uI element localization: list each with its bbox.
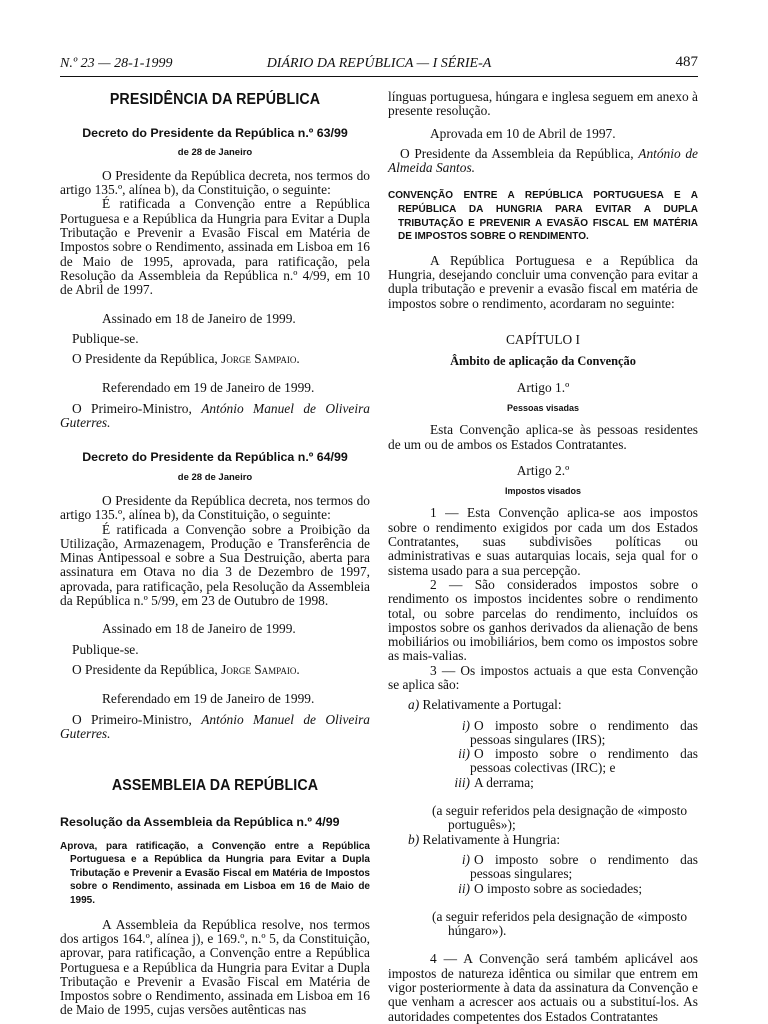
article-2-label: Artigo 2.º xyxy=(516,462,570,478)
resolution-continued: línguas portuguesa, húngara e inglesa seguem em anexo à presente resolução. xyxy=(388,89,698,119)
page-number: 487 xyxy=(675,54,698,70)
decree-64-title: Decreto do Presidente da República n.º 64/99 xyxy=(82,450,348,465)
decree-64-body: O Presidente da República decreta, nos termos do artigo 135.º, alínea b), da Constituição, o seguinte: xyxy=(60,492,370,523)
decree-63-publique: Publique-se. xyxy=(72,330,139,346)
decree-63-date: de 28 de Janeiro xyxy=(177,146,253,158)
item-a-note: (a seguir referidos pela designação de «imposto português»); xyxy=(432,803,688,833)
decree-63-pm: O Primeiro-Ministro, António Manuel de Oliveira Guterres. xyxy=(60,400,370,431)
section-assembleia: ASSEMBLEIA DA REPÚBLICA xyxy=(111,777,319,795)
decree-63-title: Decreto do Presidente da República n.º 63/99 xyxy=(82,126,348,141)
item-a: a) Relativamente a Portugal: xyxy=(408,697,562,713)
issue-number: N.º 23 — 28-1-1999 xyxy=(60,56,173,71)
item-b: b) Relativamente à Hungria: xyxy=(408,831,561,847)
item-a-list xyxy=(388,719,698,790)
article-1-label: Artigo 1.º xyxy=(516,379,570,395)
article-2-subtitle: Impostos visados xyxy=(504,486,582,497)
decree-64-date: de 28 de Janeiro xyxy=(177,471,253,483)
decree-63-ratifica: É ratificada a Convenção entre a República Portuguesa e a República da Hungria para Evitar a Dupla Tributação e Prevenir a Evasão Fiscal em Matéria de Impostos sobre o Rendimento, assinada em Lisboa em 16 de Maio de 1995, aprovada, para ratificação, pela Resolução da Assembleia da República n.º 4/99, em 10 de Abril de 1997. xyxy=(60,196,370,298)
article-2-p3: 3 — Os impostos actuais a que esta Convenção se aplica são: xyxy=(388,662,698,692)
decree-64-presidente-name: Jorge Sampaio. xyxy=(221,661,300,677)
article-1-text: Esta Convenção aplica-se às pessoas residentes de um ou de ambos os Estados Contratantes. xyxy=(388,422,698,452)
assembleia-presidente: O Presidente da Assembleia da República, António de Almeida Santos. xyxy=(388,145,698,176)
item-b-list xyxy=(388,853,698,896)
decree-64-presidente: O Presidente da República, Jorge Sampaio. xyxy=(72,661,300,677)
decree-63-pm-name: António Manuel de Oliveira Guterres. xyxy=(60,400,370,431)
decree-64-pm: O Primeiro-Ministro, António Manuel de Oliveira Guterres. xyxy=(60,711,370,741)
item-a-iii: iii) A derrama; xyxy=(454,774,534,790)
item-a-i: i) O imposto sobre o rendimento das pessoas singulares (IRS); xyxy=(461,717,698,747)
decree-63-body: O Presidente da República decreta, nos termos do artigo 135.º, alínea b), da Constituição, o seguinte: xyxy=(60,167,370,198)
decree-64-pm-name: António Manuel de Oliveira Guterres. xyxy=(60,711,370,741)
page-header xyxy=(60,56,698,76)
article-2-p4: 4 — A Convenção será também aplicável aos impostos de natureza idêntica ou similar que entrem em vigor posteriormente à data da assinatura da Convenção e que venham a acrescer aos actuais ou a substituí-los. As autoridades competentes dos Estados Contratantes xyxy=(388,951,698,1024)
convention-title: CONVENÇÃO ENTRE A REPÚBLICA PORTUGUESA E A REPÚBLICA DA HUNGRIA PARA EVITAR A DUPLA TRIBUTAÇÃO E PREVENIR A EVASÃO FISCAL EM MATÉRIA DE IMPOSTOS SOBRE O RENDIMENTO. xyxy=(388,190,698,243)
chapter-title: Âmbito de aplicação da Convenção xyxy=(450,354,636,369)
header-rule xyxy=(60,76,698,77)
resolution-body: A Assembleia da República resolve, nos termos dos artigos 164.º, alínea j), e 169.º, n.º 5, da Constituição, aprovar, para ratificação, a Convenção entre a República Portuguesa e a República da Hungria para Evitar a Dupla Tributação e Prevenir a Evasão Fiscal em Matéria de Impostos sobre o Rendimento, assinada em Lisboa em 16 de Maio de 1995, cujas versões autênticas nas xyxy=(60,916,370,1018)
left-column xyxy=(60,90,370,1018)
resolution-title: Resolução da Assembleia da República n.º 4/99 xyxy=(60,815,340,830)
resolution-aprovada: Aprovada em 10 de Abril de 1997. xyxy=(430,125,616,141)
decree-64-assinado: Assinado em 18 de Janeiro de 1999. xyxy=(102,621,296,637)
right-column xyxy=(388,90,698,1024)
convention-preamble: A República Portuguesa e a República da Hungria, desejando concluir uma convenção para evitar a dupla tributação e prevenir a evasão fiscal em matéria de impostos sobre o rendimento, acordaram no seguinte: xyxy=(388,252,698,311)
article-1-subtitle: Pessoas visadas xyxy=(506,402,580,413)
resolution-summary: Aprova, para ratificação, a Convenção entre a República Portuguesa e a República da Hungria para Evitar a Dupla Tributação e Prevenir a Evasão Fiscal em Matéria de Impostos sobre o Rendimento, assinada em Lisboa em 16 de Maio de 1995. xyxy=(60,840,370,907)
journal-title: DIÁRIO DA REPÚBLICA — I SÉRIE-A xyxy=(266,56,492,71)
decree-63-presidente-name: Jorge Sampaio. xyxy=(221,351,300,367)
decree-63-referendado: Referendado em 19 de Janeiro de 1999. xyxy=(102,380,315,396)
item-b-i: i) O imposto sobre o rendimento das pessoas singulares; xyxy=(461,851,698,882)
decree-64-ratifica: É ratificada a Convenção sobre a Proibição da Utilização, Armazenagem, Produção e Transferência de Minas Antipessoal e sobre a Sua Destruição, aberta para assinatura em Otava no dia 3 de Dezembro de 1997, aprovada, para ratificação, pela Resolução da Assembleia da República n.º 5/99, em 23 de Outubro de 1998. xyxy=(60,521,370,609)
section-presidencia: PRESIDÊNCIA DA REPÚBLICA xyxy=(109,91,321,108)
item-b-note: (a seguir referidos pela designação de «imposto húngaro»). xyxy=(432,908,688,939)
item-a-ii: ii) O imposto sobre o rendimento das pessoas colectivas (IRC); e xyxy=(458,746,698,776)
article-2-p2: 2 — São considerados impostos sobre o rendimento os impostos incidentes sobre o rendimento total, ou sobre parcelas do rendimento, incluídos os impostos sobre os ganhos derivados da alienação de bens mobiliários ou imobiliários, bem como os impostos sobre as mais-valias. xyxy=(388,576,698,664)
article-2-p1: 1 — Esta Convenção aplica-se aos impostos sobre o rendimento exigidos por cada um dos Estados Contratantes, suas subdivisões políticas ou administrativas e suas autarquias locais, seja qual for o sistema usado para a sua percepção. xyxy=(388,505,698,578)
chapter-label: CAPÍTULO I xyxy=(505,332,580,348)
decree-64-referendado: Referendado em 19 de Janeiro de 1999. xyxy=(102,691,315,707)
assembleia-presidente-name: António de Almeida Santos. xyxy=(388,145,698,176)
decree-63-presidente: O Presidente da República, Jorge Sampaio. xyxy=(72,351,300,367)
item-b-ii: ii) O imposto sobre as sociedades; xyxy=(458,880,643,896)
decree-64-publique: Publique-se. xyxy=(72,641,139,657)
decree-63-assinado: Assinado em 18 de Janeiro de 1999. xyxy=(102,310,296,326)
